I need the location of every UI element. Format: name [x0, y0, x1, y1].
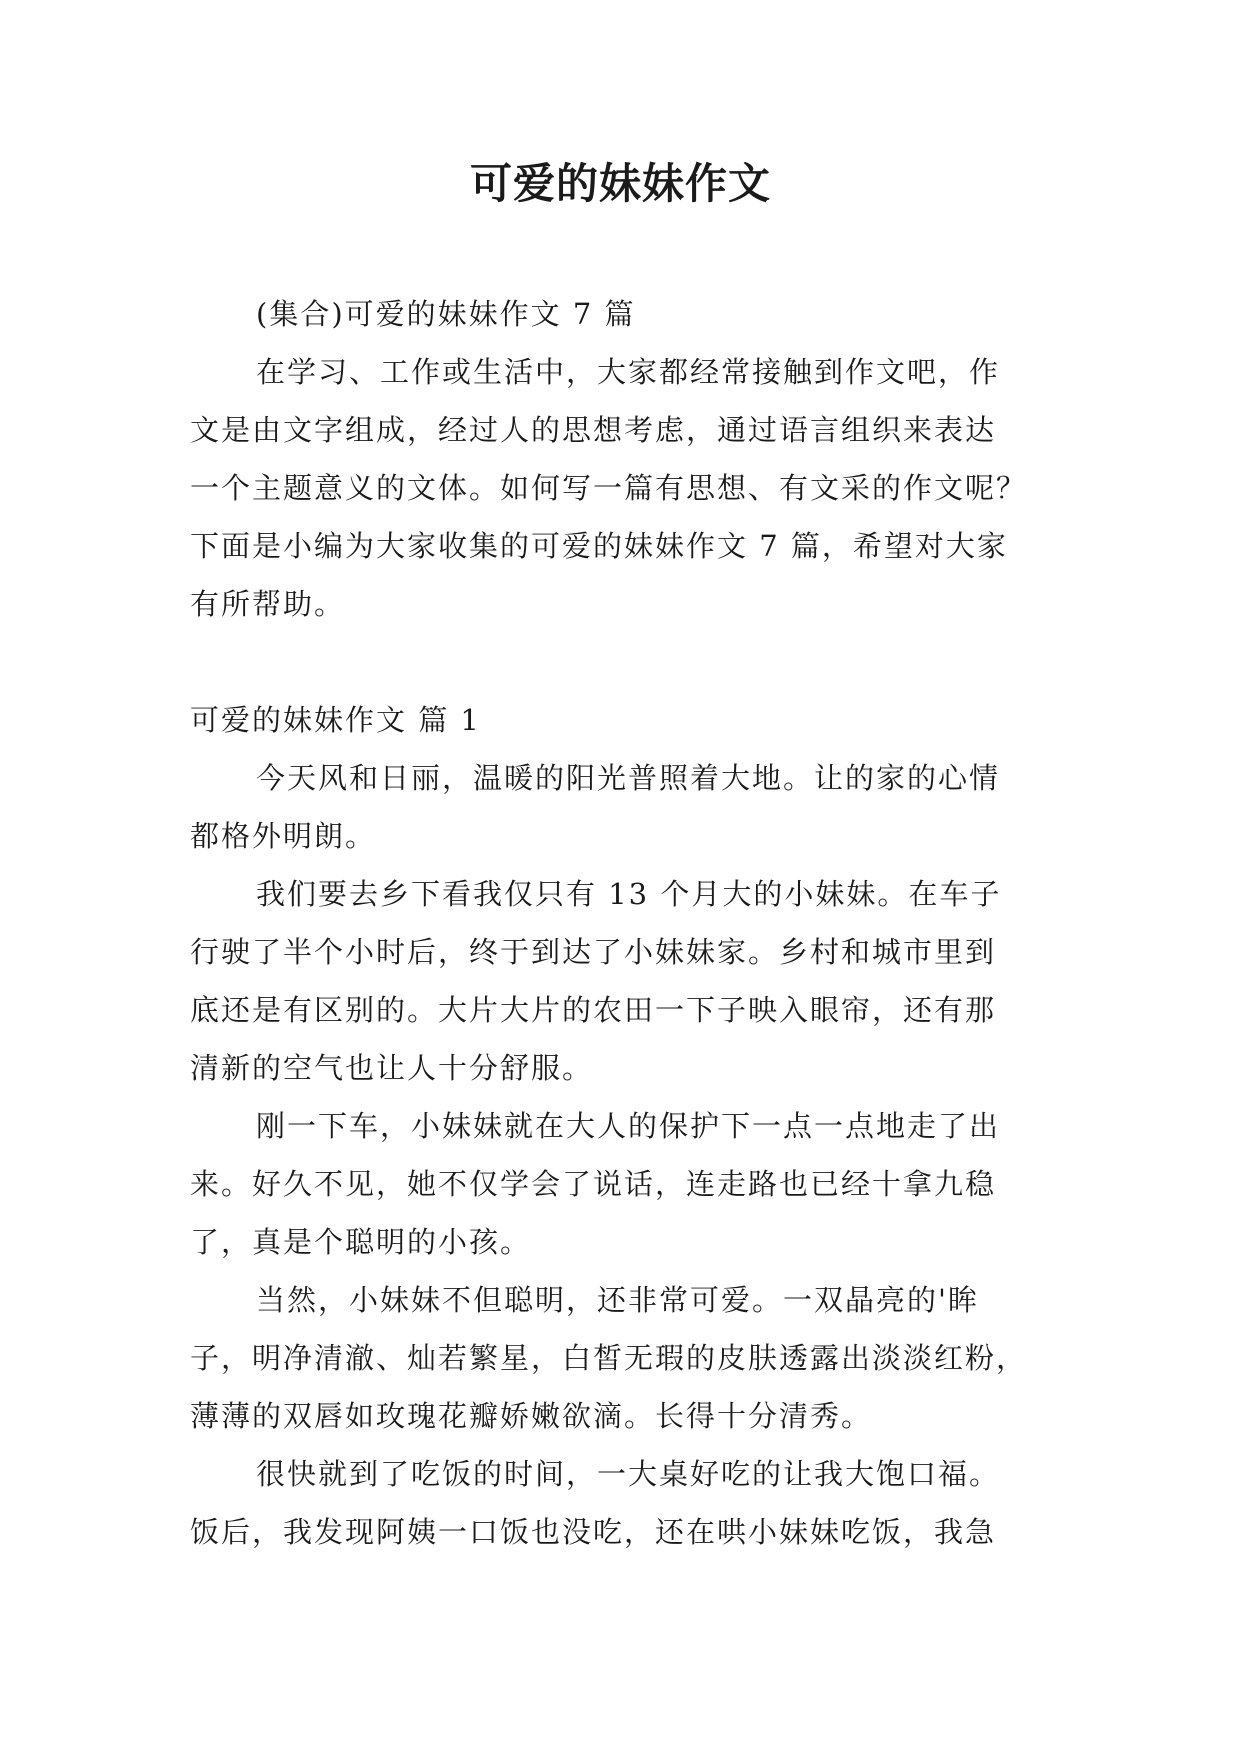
body-line: 了，真是个聪明的小孩。 [190, 1225, 532, 1259]
intro-line: 一个主题意义的文体。如何写一篇有思想、有文采的作文呢？ [190, 471, 1028, 505]
body-line: 刚一下车，小妹妹就在大人的保护下一点一点地走了出 [256, 1109, 1001, 1143]
body-line: 子，明净清澈、灿若繁星，白皙无瑕的皮肤透露出淡淡红粉， [190, 1341, 1028, 1375]
paragraph-gap [190, 633, 1060, 691]
body-line: 都格外明朗。 [190, 819, 377, 853]
document-body [190, 285, 1060, 1561]
body-line: 行驶了半个小时后，终于到达了小妹妹家。乡村和城市里到 [190, 935, 997, 969]
intro-line: 下面是小编为大家收集的可爱的妹妹作文 7 篇，希望对大家 [190, 529, 1008, 563]
body-line: 薄薄的双唇如玫瑰花瓣娇嫩欲滴。长得十分清秀。 [190, 1399, 873, 1433]
body-line: 来。好久不见，她不仅学会了说话，连走路也已经十拿九稳 [190, 1167, 997, 1201]
body-line: 底还是有区别的。大片大片的农田一下子映入眼帘，还有那 [190, 993, 997, 1027]
body-line: 今天风和日丽，温暖的阳光普照着大地。让的家的心情 [256, 761, 1001, 795]
intro-line: 文是由文字组成，经过人的思想考虑，通过语言组织来表达 [190, 413, 997, 447]
section-heading: 可爱的妹妹作文 篇 1 [190, 703, 481, 737]
body-line: 清新的空气也让人十分舒服。 [190, 1051, 594, 1085]
intro-line: 在学习、工作或生活中，大家都经常接触到作文吧，作 [256, 355, 1001, 389]
body-line: 很快就到了吃饭的时间，一大桌好吃的让我大饱口福。 [256, 1457, 1001, 1491]
document-title: 可爱的妹妹作文 [469, 159, 771, 208]
subtitle-line: (集合)可爱的妹妹作文 7 篇 [256, 297, 636, 331]
body-line: 饭后，我发现阿姨一口饭也没吃，还在哄小妹妹吃饭，我急 [190, 1515, 997, 1549]
body-line: 当然，小妹妹不但聪明，还非常可爱。一双晶亮的'眸 [256, 1283, 979, 1317]
body-line: 我们要去乡下看我仅只有 13 个月大的小妹妹。在车子 [256, 877, 1002, 911]
intro-line: 有所帮助。 [190, 587, 346, 621]
